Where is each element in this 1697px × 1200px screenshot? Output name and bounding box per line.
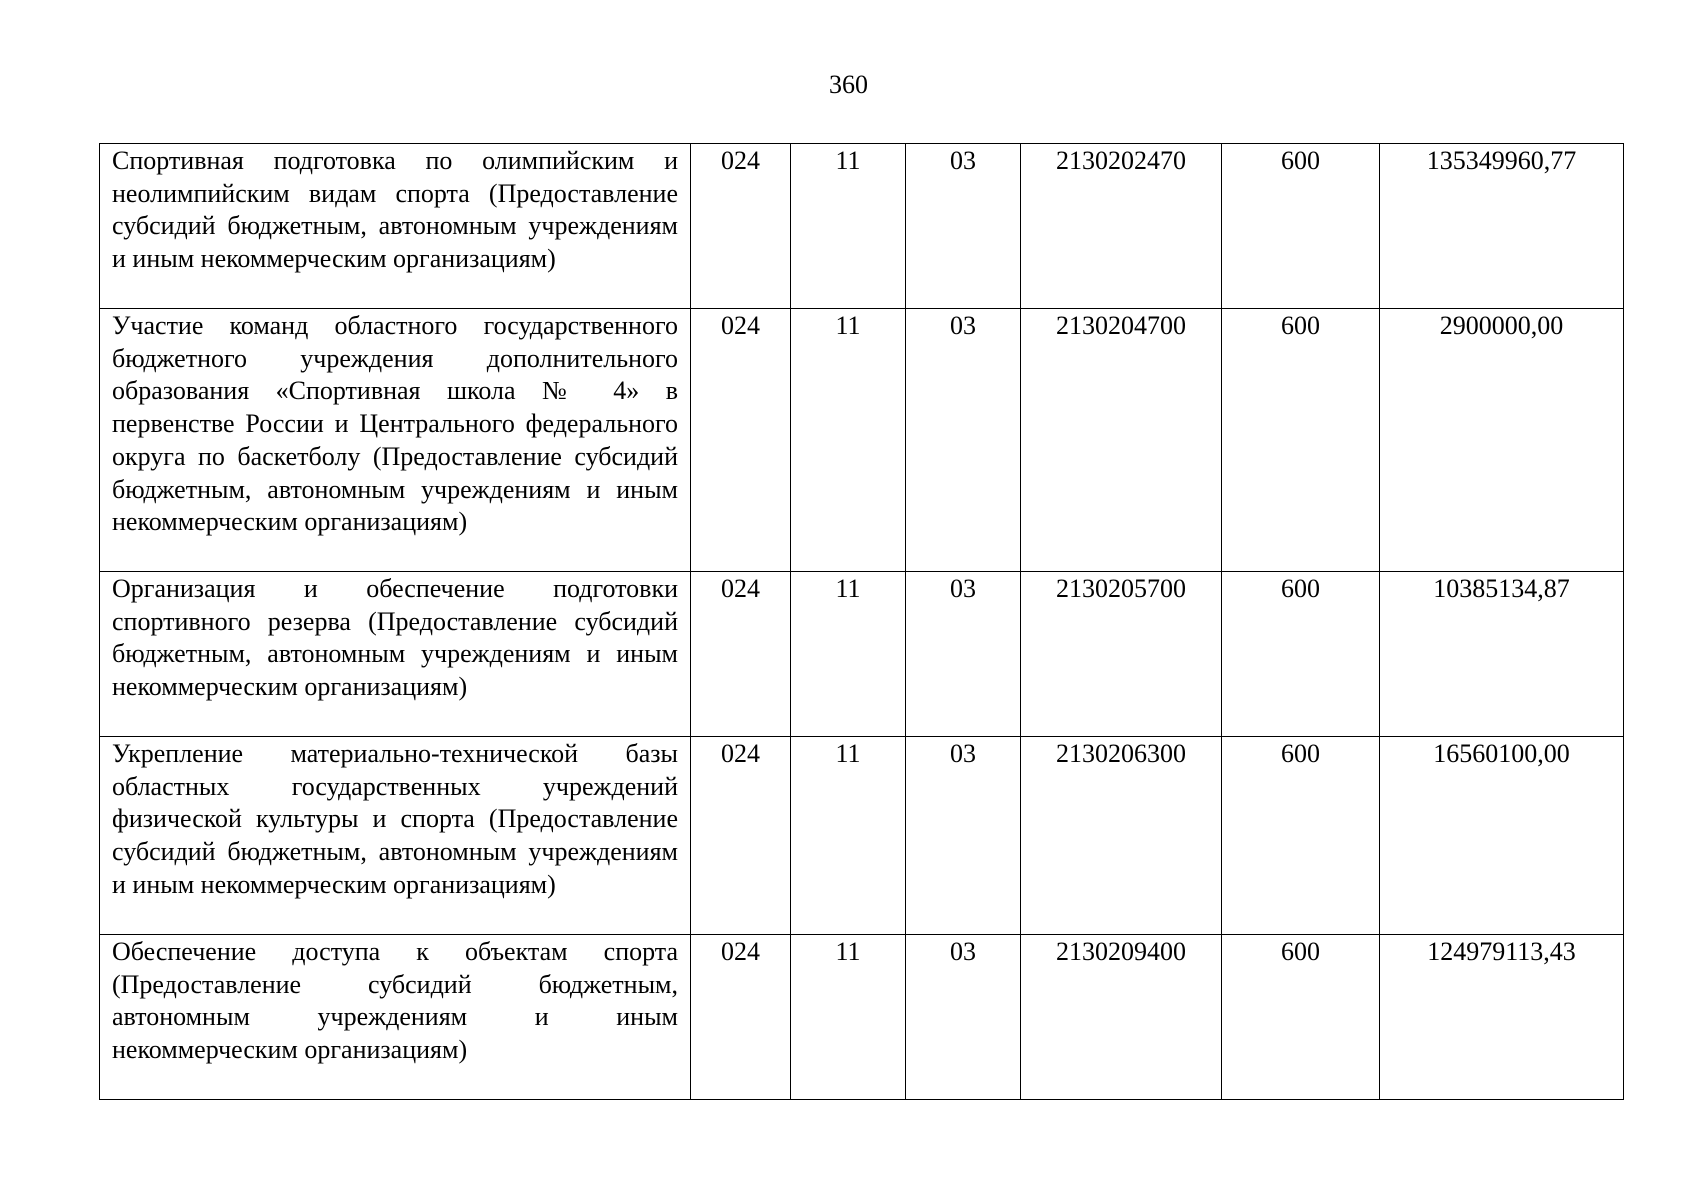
row-expense-type-code: 600 [1222,572,1380,737]
row-grbs-code: 024 [691,309,791,572]
row-amount: 2900000,00 [1380,309,1624,572]
row-section-code: 11 [791,737,906,935]
row-grbs-code: 024 [691,572,791,737]
row-amount: 124979113,43 [1380,935,1624,1100]
row-grbs-code: 024 [691,144,791,309]
row-subsection-code: 03 [906,737,1021,935]
row-subsection-code: 03 [906,144,1021,309]
row-expense-type-code: 600 [1222,737,1380,935]
row-subsection-code: 03 [906,572,1021,737]
table-row [100,737,1624,935]
row-amount: 10385134,87 [1380,572,1624,737]
row-grbs-code: 024 [691,737,791,935]
table-row [100,309,1624,572]
row-description: Участие команд областного государственного бюджетного учреждения дополнительного образования «Спортивная школа № 4» в первенстве России и Центрального федерального округа по баскетболу (Предоставление субсидий бюджетным, автономным учреждениям и иным некоммерческим организациям) [100,309,691,572]
row-target-article-code: 2130204700 [1021,309,1222,572]
row-target-article-code: 2130206300 [1021,737,1222,935]
row-section-code: 11 [791,935,906,1100]
budget-table [99,143,1624,1100]
row-subsection-code: 03 [906,935,1021,1100]
row-description: Обеспечение доступа к объектам спорта (Предоставление субсидий бюджетным, автономным учреждениям и иным некоммерческим организациям) [100,935,691,1100]
table-row [100,572,1624,737]
row-target-article-code: 2130209400 [1021,935,1222,1100]
page-number: 360 [829,70,868,99]
row-description: Спортивная подготовка по олимпийским и неолимпийским видам спорта (Предоставление субсидий бюджетным, автономным учреждениям и иным некоммерческим организациям) [100,144,691,309]
row-amount: 16560100,00 [1380,737,1624,935]
row-expense-type-code: 600 [1222,935,1380,1100]
row-expense-type-code: 600 [1222,144,1380,309]
row-grbs-code: 024 [691,935,791,1100]
row-section-code: 11 [791,144,906,309]
row-subsection-code: 03 [906,309,1021,572]
row-expense-type-code: 600 [1222,309,1380,572]
row-description: Укрепление материально-технической базы областных государственных учреждений физической культуры и спорта (Предоставление субсидий бюджетным, автономным учреждениям и иным некоммерческим организациям) [100,737,691,935]
row-description: Организация и обеспечение подготовки спортивного резерва (Предоставление субсидий бюджетным, автономным учреждениям и иным некоммерческим организациям) [100,572,691,737]
row-amount: 135349960,77 [1380,144,1624,309]
table-row [100,144,1624,309]
table-row [100,935,1624,1100]
row-section-code: 11 [791,309,906,572]
row-target-article-code: 2130205700 [1021,572,1222,737]
row-target-article-code: 2130202470 [1021,144,1222,309]
row-section-code: 11 [791,572,906,737]
